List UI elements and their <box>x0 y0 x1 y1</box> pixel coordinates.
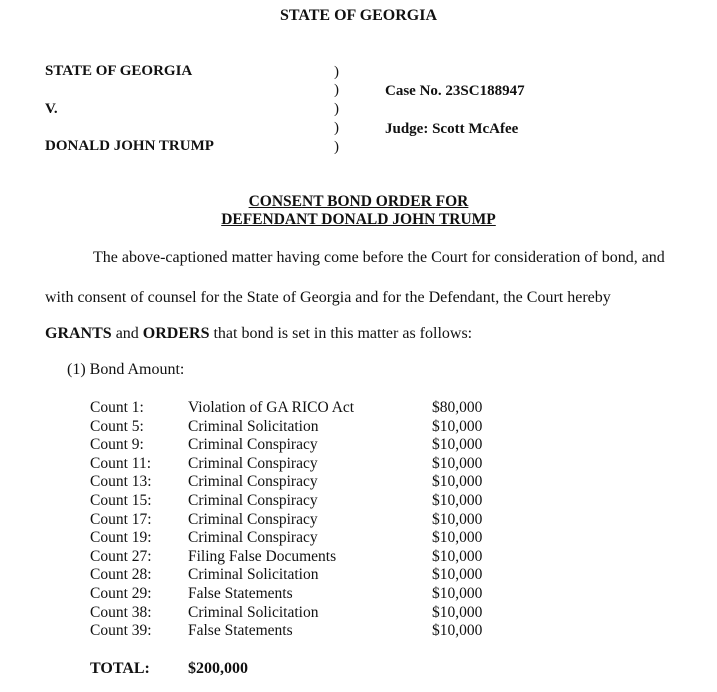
count-charge: Criminal Conspiracy <box>188 454 318 472</box>
caption-defendant: DONALD JOHN TRUMP <box>45 138 214 154</box>
table-row <box>0 418 717 436</box>
case-number: Case No. 23SC188947 <box>385 83 525 99</box>
count-amount: $10,000 <box>432 622 483 640</box>
count-amount: $10,000 <box>432 603 483 621</box>
table-row <box>0 511 717 529</box>
and-word: and <box>111 325 143 342</box>
document-title-line1: CONSENT BOND ORDER FOR <box>248 193 469 210</box>
count-number: Count 15: <box>90 492 152 509</box>
count-amount: $10,000 <box>432 547 483 565</box>
count-charge: Criminal Solicitation <box>188 603 319 621</box>
table-row <box>0 492 717 510</box>
count-number: Count 17: <box>90 510 152 528</box>
table-row <box>0 399 717 417</box>
caption-paren: ) <box>334 139 339 155</box>
count-charge: Criminal Conspiracy <box>188 473 318 491</box>
table-row <box>0 548 717 566</box>
count-amount: $10,000 <box>432 585 483 602</box>
count-charge: Criminal Conspiracy <box>188 492 318 509</box>
count-amount: $10,000 <box>432 566 483 584</box>
orders-word: ORDERS <box>142 325 210 342</box>
caption-plaintiff: STATE OF GEORGIA <box>45 63 193 79</box>
total-label: TOTAL: <box>90 660 150 677</box>
body-line-2: with consent of counsel for the State of Georgia and for the Defendant, the Court hereby <box>45 289 611 306</box>
table-row <box>0 604 717 622</box>
count-number: Count 11: <box>90 454 152 472</box>
count-number: Count 1: <box>90 399 144 416</box>
count-number: Count 27: <box>90 547 152 565</box>
count-number: Count 38: <box>90 603 152 621</box>
table-row <box>0 473 717 491</box>
body-line-3-rest: that bond is set in this matter as follows: <box>209 325 473 342</box>
table-row <box>0 455 717 473</box>
table-row <box>0 585 717 603</box>
count-amount: $10,000 <box>432 436 483 454</box>
count-number: Count 39: <box>90 622 152 640</box>
body-line-1: The above-captioned matter having come before the Court for consideration of bond, and <box>93 249 665 266</box>
count-charge: Violation of GA RICO Act <box>188 399 355 416</box>
table-row <box>0 566 717 584</box>
bond-amount-label: (1) Bond Amount: <box>67 361 185 378</box>
count-charge: Criminal Conspiracy <box>188 529 318 547</box>
caption-paren: ) <box>334 64 339 80</box>
caption-paren: ) <box>334 101 339 117</box>
count-amount: $10,000 <box>432 510 483 528</box>
count-charge: Criminal Solicitation <box>188 417 319 435</box>
count-number: Count 28: <box>90 566 152 584</box>
count-charge: Criminal Conspiracy <box>188 510 318 528</box>
body-line-3 <box>45 325 472 343</box>
caption-paren: ) <box>334 120 339 136</box>
judge-name: Judge: Scott McAfee <box>385 121 519 137</box>
count-amount: $10,000 <box>432 529 483 547</box>
count-amount: $10,000 <box>432 454 483 472</box>
count-number: Count 5: <box>90 417 144 435</box>
count-charge: False Statements <box>188 585 293 602</box>
count-charge: Criminal Solicitation <box>188 566 319 584</box>
caption-paren: ) <box>334 82 339 98</box>
total-value: $200,000 <box>188 660 248 677</box>
count-amount: $80,000 <box>432 399 483 416</box>
count-amount: $10,000 <box>432 473 483 491</box>
count-number: Count 19: <box>90 529 152 547</box>
count-number: Count 13: <box>90 473 152 491</box>
caption-versus: V. <box>45 101 58 117</box>
court-title: STATE OF GEORGIA <box>279 7 438 24</box>
count-number: Count 9: <box>90 436 144 454</box>
table-row <box>0 529 717 547</box>
document-title-line2: DEFENDANT DONALD JOHN TRUMP <box>221 211 496 228</box>
count-charge: Filing False Documents <box>188 547 337 565</box>
count-charge: False Statements <box>188 622 293 640</box>
grants-word: GRANTS <box>45 325 112 342</box>
table-row <box>0 622 717 640</box>
count-amount: $10,000 <box>432 492 483 509</box>
table-row <box>0 436 717 454</box>
count-amount: $10,000 <box>432 417 483 435</box>
count-charge: Criminal Conspiracy <box>188 436 318 454</box>
count-number: Count 29: <box>90 585 152 602</box>
